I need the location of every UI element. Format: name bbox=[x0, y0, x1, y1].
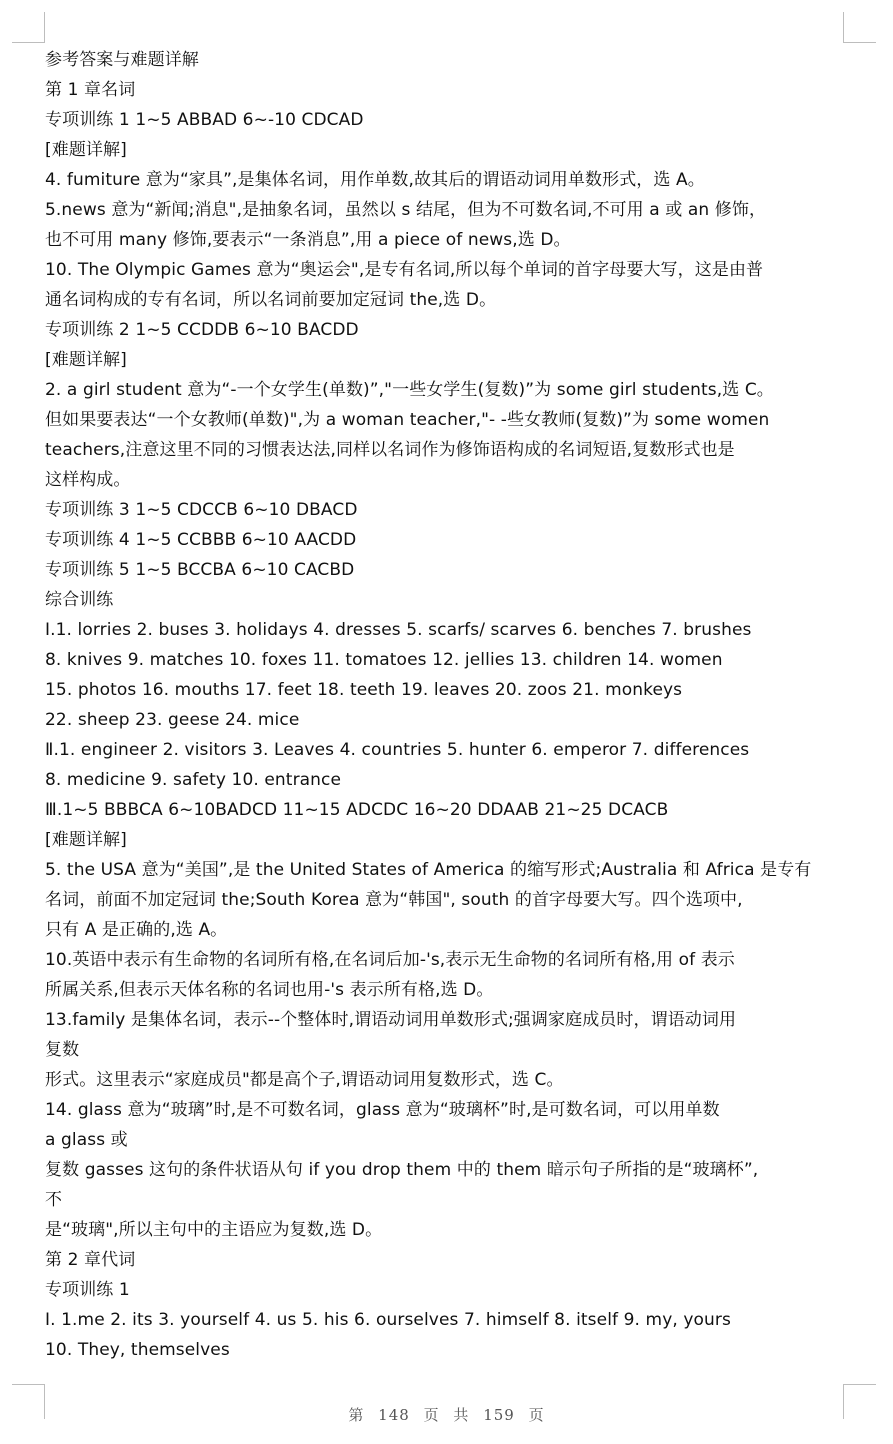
crop-mark-top-right bbox=[843, 12, 876, 43]
text-line: 是“玻璃",所以主句中的主语应为复数,选 D。 bbox=[45, 1220, 383, 1240]
text-line: 10. They, themselves bbox=[45, 1340, 230, 1360]
text-line: 10. The Olympic Games 意为“奥运会",是专有名词,所以每个单词的首字母要大写，这是由普 bbox=[45, 260, 764, 280]
text-line: 只有 A 是正确的,选 A。 bbox=[45, 920, 228, 940]
footer-gong: 共 bbox=[453, 1406, 470, 1424]
text-line: [难题详解] bbox=[45, 140, 127, 160]
footer-di: 第 bbox=[348, 1406, 365, 1424]
text-line: 8. medicine 9. safety 10. entrance bbox=[45, 770, 342, 790]
text-line: 专项训练 1 1~5 ABBAD 6~-10 CDCAD bbox=[45, 110, 364, 130]
text-line: 专项训练 4 1~5 CCBBB 6~10 AACDD bbox=[45, 530, 357, 550]
text-line: 这样构成。 bbox=[45, 470, 131, 490]
text-line: 综合训练 bbox=[45, 590, 114, 610]
text-line: Ⅲ.1~5 BBBCA 6~10BADCD 11~15 ADCDC 16~20 DDAAB 21~25 DCACB bbox=[45, 800, 669, 820]
footer-ye2: 页 bbox=[528, 1406, 545, 1424]
text-line: 5. the USA 意为“美国”,是 the United States of America 的缩写形式;Australia 和 Africa 是专有 bbox=[45, 860, 812, 880]
text-line: 专项训练 5 1~5 BCCBA 6~10 CACBD bbox=[45, 560, 355, 580]
text-line: 5.news 意为“新闻;消息",是抽象名词，虽然以 s 结尾，但为不可数名词,不可用 a 或 an 修饰， bbox=[45, 200, 767, 220]
text-line: Ⅱ.1. engineer 2. visitors 3. Leaves 4. countries 5. hunter 6. emperor 7. differences bbox=[45, 740, 750, 760]
text-line: 但如果要表达“一个女教师(单数)",为 a woman teacher,"- -些女教师(复数)”为 some women bbox=[45, 410, 770, 430]
text-line: 专项训练 1 bbox=[45, 1280, 130, 1300]
text-line: [难题详解] bbox=[45, 830, 127, 850]
footer-total-pages: 159 bbox=[483, 1406, 515, 1424]
text-line: 通名词构成的专有名词，所以名词前要加定冠词 the,选 D。 bbox=[45, 290, 497, 310]
text-line: 14. glass 意为“玻璃”时,是不可数名词，glass 意为“玻璃杯”时,是可数名词，可以用单数 bbox=[45, 1100, 720, 1120]
text-line: 形式。这里表示“家庭成员"都是高个子,谓语动词用复数形式，选 C。 bbox=[45, 1070, 564, 1090]
text-line: 第 1 章名词 bbox=[45, 80, 136, 100]
text-line: a glass 或 bbox=[45, 1130, 128, 1150]
text-line: 名词，前面不加定冠词 the;South Korea 意为“韩国", south 的首字母要大写。四个选项中, bbox=[45, 890, 743, 910]
text-line: Ⅰ. 1.me 2. its 3. yourself 4. us 5. his 6. ourselves 7. himself 8. itself 9. my, yours bbox=[45, 1310, 731, 1330]
text-line: 复数 gasses 这句的条件状语从句 if you drop them 中的 them 暗示句子所指的是“玻璃杯”, bbox=[45, 1160, 759, 1180]
text-line: 专项训练 2 1~5 CCDDB 6~10 BACDD bbox=[45, 320, 359, 340]
text-line: 专项训练 3 1~5 CDCCB 6~10 DBACD bbox=[45, 500, 358, 520]
text-line: 13.family 是集体名词，表示--个整体时,谓语动词用单数形式;强调家庭成员时，谓语动词用 bbox=[45, 1010, 737, 1030]
text-line: 所属关系,但表示天体名称的名词也用-'s 表示所有格,选 D。 bbox=[45, 980, 494, 1000]
footer-current-page: 148 bbox=[378, 1406, 410, 1424]
text-line: teachers,注意这里不同的习惯表达法,同样以名词作为修饰语构成的名词短语,复数形式也是 bbox=[45, 440, 735, 460]
crop-mark-top-left bbox=[12, 12, 45, 43]
text-line: 第 2 章代词 bbox=[45, 1250, 136, 1270]
text-line: Ⅰ.1. lorries 2. buses 3. holidays 4. dresses 5. scarfs/ scarves 6. benches 7. brushes bbox=[45, 620, 752, 640]
text-line: 2. a girl student 意为“-一个女学生(单数)”,"一些女学生(复数)”为 some girl students,选 C。 bbox=[45, 380, 774, 400]
text-line: 复数 bbox=[45, 1040, 80, 1060]
text-line: 10.英语中表示有生命物的名词所有格,在名词后加-'s,表示无生命物的名词所有格,用 of 表示 bbox=[45, 950, 735, 970]
text-line: [难题详解] bbox=[45, 350, 127, 370]
text-line: 22. sheep 23. geese 24. mice bbox=[45, 710, 300, 730]
text-line: 不 bbox=[45, 1190, 63, 1210]
text-line: 8. knives 9. matches 10. foxes 11. tomatoes 12. jellies 13. children 14. women bbox=[45, 650, 723, 670]
document-body bbox=[45, 45, 850, 1365]
footer-ye: 页 bbox=[423, 1406, 440, 1424]
text-line: 4. fumiture 意为“家具”,是集体名词，用作单数,故其后的谓语动词用单数形式，选 A。 bbox=[45, 170, 705, 190]
text-line: 参考答案与难题详解 bbox=[45, 50, 199, 70]
page-footer bbox=[0, 1404, 893, 1425]
text-line: 也不可用 many 修饰,要表示“一条消息”,用 a piece of news,选 D。 bbox=[45, 230, 571, 250]
text-line: 15. photos 16. mouths 17. feet 18. teeth 19. leaves 20. zoos 21. monkeys bbox=[45, 680, 683, 700]
